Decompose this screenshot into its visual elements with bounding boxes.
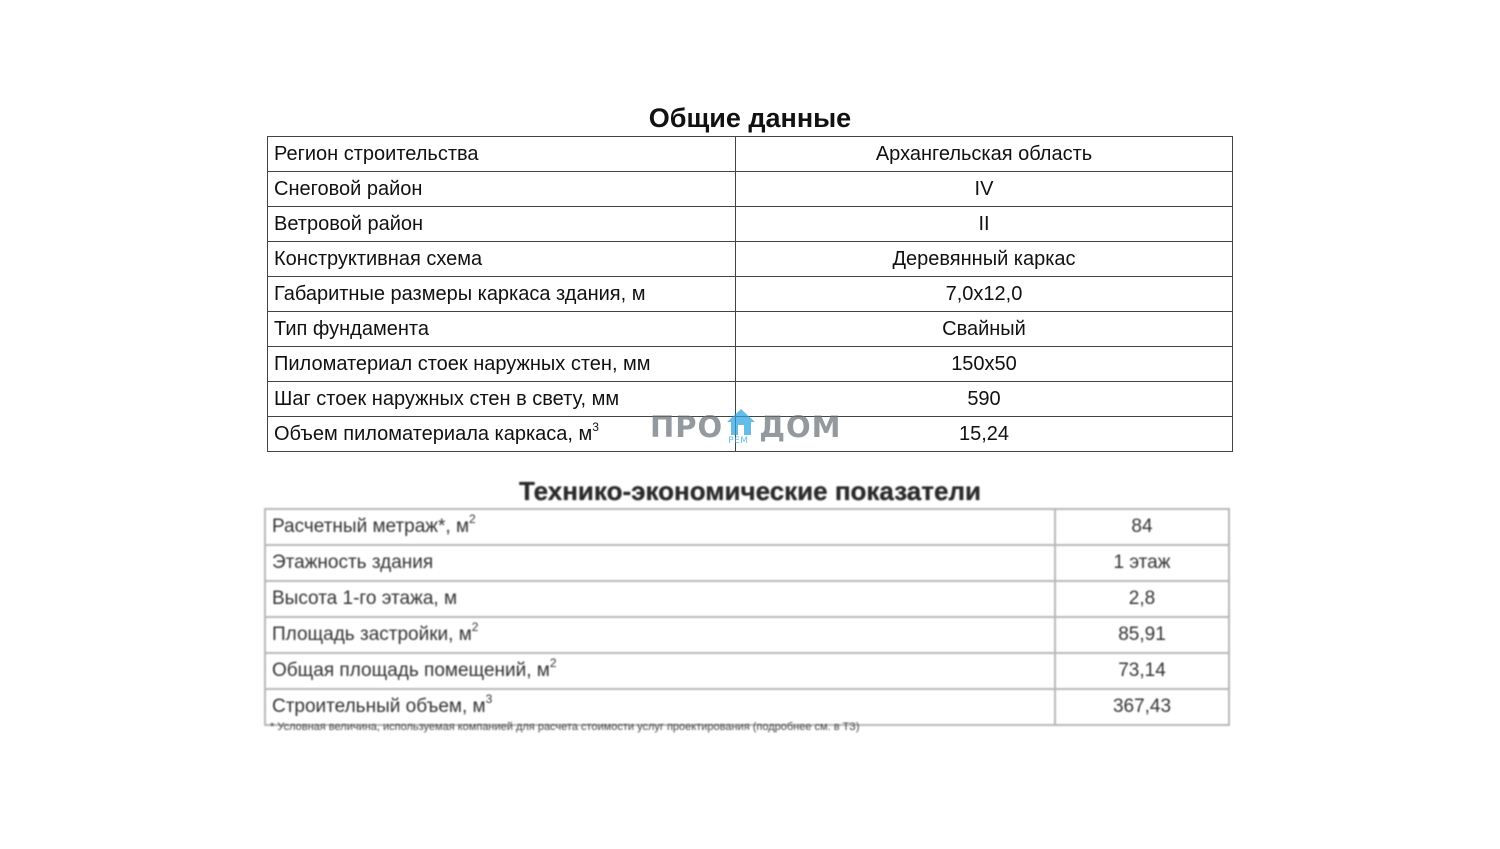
- table-row: [265, 509, 1229, 545]
- table-row: [268, 417, 1233, 452]
- table-row: [265, 545, 1229, 581]
- row-label: [265, 545, 1055, 581]
- row-label-text: Тип фундамента: [274, 318, 429, 340]
- row-value: II: [736, 207, 1233, 242]
- row-label-text: Площадь застройки, м: [272, 624, 472, 645]
- row-label: [265, 617, 1055, 653]
- row-value: Свайный: [736, 312, 1233, 347]
- row-label-text: Объем пиломатериала каркаса, м: [274, 423, 593, 445]
- row-label: [268, 347, 736, 382]
- row-label: [268, 242, 736, 277]
- tech-indicators-title: Технико-экономические показатели: [519, 476, 981, 506]
- table-row: [265, 617, 1229, 653]
- unit-exponent: 2: [549, 656, 557, 670]
- row-label-text: Строительный объем, м: [272, 696, 486, 717]
- footnote: * Условная величина, используемая компанией для расчета стоимости услуг проектирования (подробнее см. в ТЗ): [270, 721, 860, 733]
- unit-exponent: 3: [485, 692, 493, 706]
- table-row: [265, 581, 1229, 617]
- row-value: 84: [1055, 509, 1229, 545]
- row-label-text: Общая площадь помещений, м: [272, 660, 550, 681]
- row-label-text: Высота 1-го этажа, м: [272, 588, 458, 609]
- table-row: [268, 382, 1233, 417]
- row-value: 590: [736, 382, 1233, 417]
- row-value: 73,14: [1055, 653, 1229, 689]
- watermark-left-word: ПРО: [650, 410, 724, 444]
- table-row: [268, 242, 1233, 277]
- row-label: [268, 172, 736, 207]
- row-value: 367,43: [1055, 689, 1229, 725]
- row-value: Деревянный каркас: [736, 242, 1233, 277]
- unit-exponent: 2: [469, 512, 476, 526]
- row-value: 85,91: [1055, 617, 1229, 653]
- row-label-text: Снеговой район: [274, 178, 423, 200]
- row-label: [265, 689, 1055, 725]
- row-label: [268, 137, 736, 172]
- table-row: [268, 172, 1233, 207]
- unit-exponent: 3: [592, 420, 599, 434]
- row-label-text: Регион строительства: [274, 143, 479, 165]
- table-row: [265, 653, 1229, 689]
- row-label: [265, 581, 1055, 617]
- general-data-title: Общие данные: [648, 103, 852, 133]
- watermark-sub-word: РЕМ: [728, 436, 749, 446]
- row-label: [268, 417, 736, 452]
- table-row: [268, 277, 1233, 312]
- row-label: [265, 653, 1055, 689]
- row-label-text: Расчетный метраж*, м: [272, 516, 470, 537]
- unit-exponent: 2: [471, 620, 479, 634]
- table-row: [268, 312, 1233, 347]
- row-value: IV: [736, 172, 1233, 207]
- row-label: [265, 509, 1055, 545]
- table-row: [268, 137, 1233, 172]
- row-label-text: Ветровой район: [274, 213, 424, 235]
- row-value: 2,8: [1055, 581, 1229, 617]
- table-row: [265, 689, 1229, 725]
- row-label-text: Конструктивная схема: [274, 248, 483, 270]
- row-label-text: Этажность здания: [272, 552, 434, 573]
- row-label: [268, 277, 736, 312]
- table-row: [268, 347, 1233, 382]
- row-value: 15,24: [736, 417, 1233, 452]
- row-value: 7,0x12,0: [736, 277, 1233, 312]
- row-label-text: Пиломатериал стоек наружных стен, мм: [274, 353, 651, 375]
- row-label: [268, 312, 736, 347]
- row-label-text: Габаритные размеры каркаса здания, м: [274, 283, 646, 305]
- row-label: [268, 382, 736, 417]
- watermark-right-word: ДОМ: [759, 410, 842, 444]
- general-data-table: [267, 136, 1233, 452]
- row-label: [268, 207, 736, 242]
- row-value: 1 этаж: [1055, 545, 1229, 581]
- row-label-text: Шаг стоек наружных стен в свету, мм: [274, 388, 620, 410]
- tech-indicators-table: [264, 508, 1230, 726]
- row-value: 150x50: [736, 347, 1233, 382]
- table-row: [268, 207, 1233, 242]
- row-value: Архангельская область: [736, 137, 1233, 172]
